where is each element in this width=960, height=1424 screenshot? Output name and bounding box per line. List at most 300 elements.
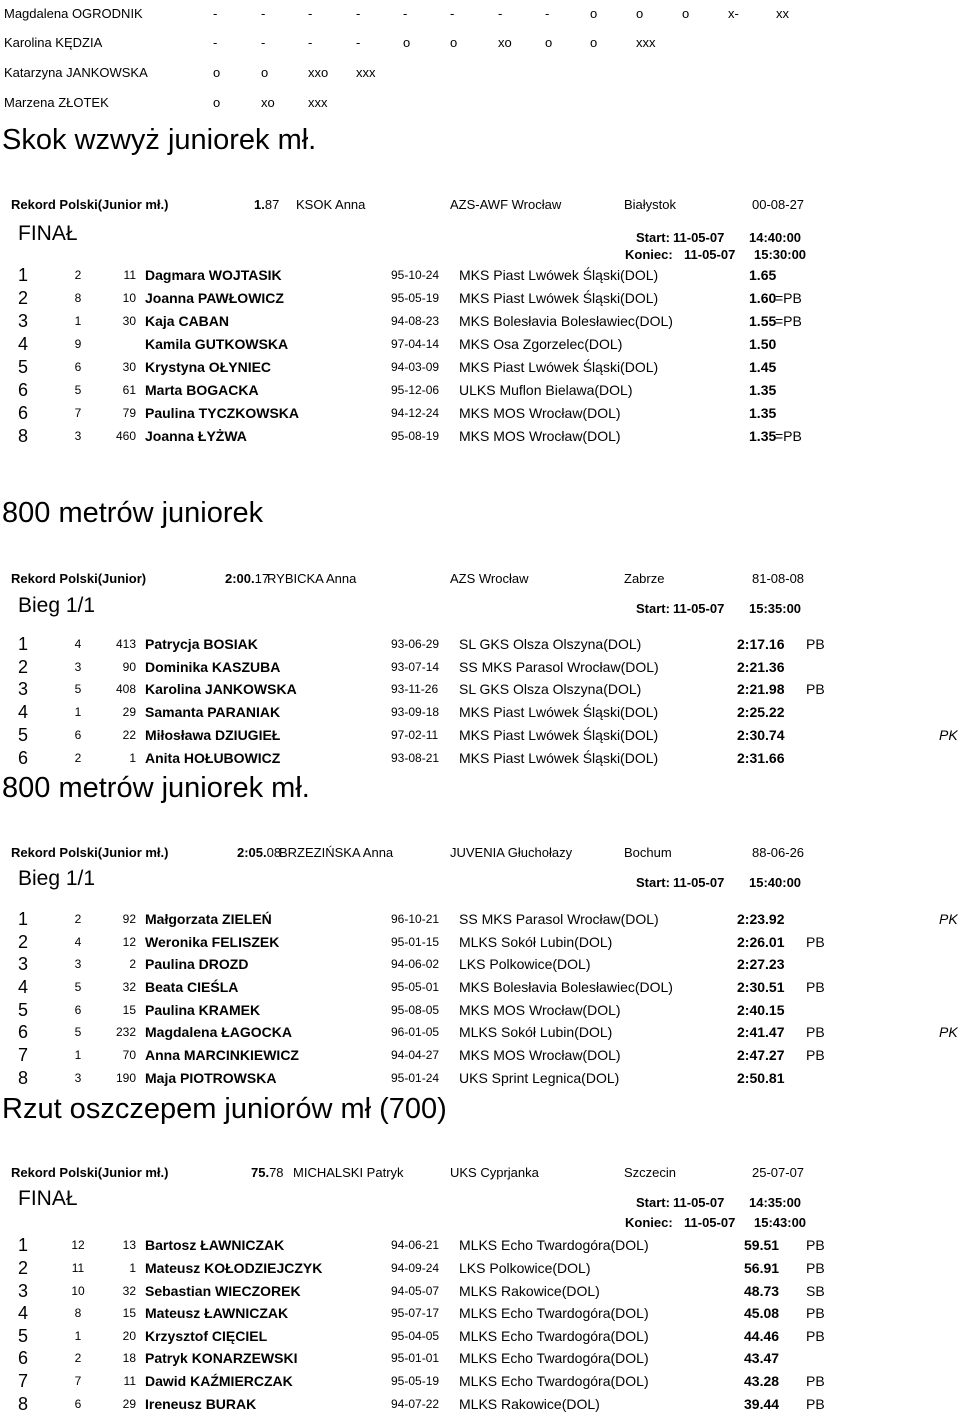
result-dec: 51 bbox=[768, 979, 785, 995]
result-note: PB bbox=[806, 1373, 825, 1389]
result-note: PB bbox=[806, 1305, 825, 1321]
record-value bbox=[251, 1165, 284, 1180]
result-value bbox=[744, 1305, 779, 1321]
result-place: 2 bbox=[18, 288, 29, 308]
record-holder: BRZEZIŃSKA Anna bbox=[279, 845, 394, 860]
result-note: PB bbox=[806, 681, 825, 697]
start-date: 11-05-07 bbox=[673, 601, 725, 616]
result-row bbox=[0, 1348, 960, 1370]
result-note: PB bbox=[806, 1047, 825, 1063]
result-value bbox=[737, 681, 785, 697]
result-lane: 6 bbox=[74, 1397, 82, 1411]
result-value bbox=[737, 1024, 785, 1040]
result-note: SB bbox=[806, 1283, 825, 1299]
record-club: JUVENIA Głuchołazy bbox=[450, 845, 573, 860]
attempt-athlete-name: Karolina KĘDZIA bbox=[4, 35, 103, 50]
result-int: 2:26. bbox=[737, 934, 769, 950]
record-date: 88-06-26 bbox=[752, 845, 805, 860]
birth-date: 94-07-22 bbox=[391, 1397, 440, 1411]
record-holder: KSOK Anna bbox=[296, 197, 366, 212]
result-bib: 22 bbox=[122, 728, 136, 742]
club-name: MLKS Echo Twardogóra(DOL) bbox=[459, 1373, 649, 1389]
result-lane: 4 bbox=[74, 935, 82, 949]
result-bib: 30 bbox=[122, 314, 136, 328]
birth-date: 93-11-26 bbox=[391, 682, 439, 696]
result-bib: 413 bbox=[115, 637, 136, 651]
result-place: 1 bbox=[18, 265, 29, 285]
athlete-name: Ireneusz BURAK bbox=[145, 1396, 257, 1412]
birth-date: 94-06-21 bbox=[391, 1238, 440, 1252]
result-value bbox=[749, 382, 776, 398]
result-int: 2:47. bbox=[737, 1047, 769, 1063]
result-bib: 232 bbox=[115, 1025, 136, 1039]
result-dec: 55 bbox=[760, 313, 777, 329]
result-bib: 15 bbox=[122, 1306, 136, 1320]
result-int: 2:25. bbox=[737, 704, 769, 720]
result-value bbox=[744, 1283, 779, 1299]
result-row bbox=[0, 1022, 960, 1044]
record-value bbox=[225, 571, 269, 586]
end-date: 11-05-07 bbox=[684, 247, 736, 262]
phase-title: Bieg 1/1 bbox=[18, 594, 96, 617]
result-place: 1 bbox=[18, 909, 29, 929]
attempt-cell: - bbox=[356, 35, 361, 50]
result-note: =PB bbox=[775, 428, 802, 444]
result-place: 5 bbox=[18, 1326, 29, 1346]
start-label: Start: bbox=[636, 1195, 670, 1210]
record-label: Rekord Polski(Junior) bbox=[11, 571, 147, 586]
result-bib: 20 bbox=[122, 1329, 136, 1343]
result-value bbox=[749, 313, 776, 329]
result-int: 1. bbox=[749, 359, 761, 375]
result-place: 8 bbox=[18, 1394, 29, 1414]
result-int: 2:50. bbox=[737, 1070, 769, 1086]
birth-date: 94-04-27 bbox=[391, 1048, 440, 1062]
athlete-name: Małgorzata ZIELEŃ bbox=[145, 911, 272, 927]
result-row bbox=[0, 426, 960, 448]
attempt-cell: - bbox=[213, 35, 218, 50]
result-int: 39. bbox=[744, 1396, 764, 1412]
result-value bbox=[737, 727, 785, 743]
pk-flag: PK bbox=[939, 727, 958, 743]
athlete-name: Dominika KASZUBA bbox=[145, 659, 281, 675]
birth-date: 96-10-21 bbox=[391, 912, 440, 926]
result-dec: 74 bbox=[768, 727, 785, 743]
birth-date: 95-05-01 bbox=[391, 980, 440, 994]
birth-date: 94-05-07 bbox=[391, 1284, 440, 1298]
end-time: 15:30:00 bbox=[754, 247, 807, 262]
result-place: 4 bbox=[18, 702, 29, 722]
result-row bbox=[0, 1000, 960, 1022]
result-lane: 8 bbox=[74, 1306, 82, 1320]
result-value bbox=[749, 359, 776, 375]
result-lane: 1 bbox=[74, 314, 82, 328]
record-holder: RYBICKA Anna bbox=[267, 571, 357, 586]
result-dec: 60 bbox=[760, 290, 777, 306]
result-dec: 01 bbox=[768, 934, 785, 950]
result-value bbox=[737, 750, 785, 766]
record-place: Bochum bbox=[624, 845, 672, 860]
pk-flag: PK bbox=[939, 1024, 958, 1040]
result-dec: 35 bbox=[760, 382, 777, 398]
result-value bbox=[749, 405, 776, 421]
attempt-cell: - bbox=[308, 35, 313, 50]
result-bib: 1 bbox=[129, 751, 136, 765]
attempt-cell: xxx bbox=[636, 35, 656, 50]
birth-date: 95-12-06 bbox=[391, 383, 440, 397]
club-name: MLKS Echo Twardogóra(DOL) bbox=[459, 1305, 649, 1321]
result-dec: 22 bbox=[768, 704, 785, 720]
result-dec: 36 bbox=[768, 659, 785, 675]
record-value-int: 75. bbox=[251, 1165, 270, 1180]
result-value bbox=[744, 1328, 779, 1344]
athlete-name: Paulina TYCZKOWSKA bbox=[145, 405, 300, 421]
result-row bbox=[0, 380, 960, 402]
result-row bbox=[0, 334, 960, 356]
record-value bbox=[237, 845, 281, 860]
record-value-dec: 08 bbox=[266, 845, 282, 860]
club-name: LKS Polkowice(DOL) bbox=[459, 1260, 591, 1276]
club-name: SS MKS Parasol Wrocław(DOL) bbox=[459, 911, 659, 927]
result-int: 2:23. bbox=[737, 911, 769, 927]
section-title: Rzut oszczepem juniorów mł (700) bbox=[2, 1093, 447, 1125]
result-bib: 2 bbox=[129, 957, 136, 971]
athlete-name: Beata CIEŚLA bbox=[145, 979, 239, 995]
birth-date: 95-07-17 bbox=[391, 1306, 440, 1320]
result-bib: 190 bbox=[115, 1071, 136, 1085]
result-value bbox=[744, 1237, 779, 1253]
result-row bbox=[0, 725, 960, 747]
athlete-name: Anita HOŁUBOWICZ bbox=[145, 750, 281, 766]
result-note: PB bbox=[806, 1237, 825, 1253]
section-title: Skok wzwyż juniorek mł. bbox=[2, 124, 317, 156]
result-note: PB bbox=[806, 1328, 825, 1344]
result-bib: 1 bbox=[129, 1261, 136, 1275]
result-dec: 44 bbox=[763, 1396, 780, 1412]
result-place: 4 bbox=[18, 334, 29, 354]
result-value bbox=[749, 267, 776, 283]
result-bib: 61 bbox=[122, 383, 136, 397]
club-name: SL GKS Olsza Olszyna(DOL) bbox=[459, 636, 642, 652]
result-bib: 32 bbox=[122, 1284, 136, 1298]
result-lane: 2 bbox=[74, 912, 82, 926]
phase-title: Bieg 1/1 bbox=[18, 867, 96, 890]
attempt-cell: xo bbox=[261, 95, 275, 110]
start-time: 14:40:00 bbox=[749, 230, 802, 245]
result-int: 2:21. bbox=[737, 659, 769, 675]
athlete-name: Weronika FELISZEK bbox=[145, 934, 280, 950]
result-value bbox=[737, 956, 785, 972]
result-int: 2:30. bbox=[737, 727, 769, 743]
result-dec: 47 bbox=[768, 1024, 785, 1040]
club-name: MLKS Echo Twardogóra(DOL) bbox=[459, 1237, 649, 1253]
result-int: 1. bbox=[749, 290, 761, 306]
result-dec: 35 bbox=[760, 405, 777, 421]
result-place: 7 bbox=[18, 1045, 29, 1065]
attempt-cell: xx bbox=[776, 6, 789, 21]
result-lane: 2 bbox=[74, 1351, 82, 1365]
athlete-name: Kaja CABAN bbox=[145, 313, 230, 329]
record-date: 81-08-08 bbox=[752, 571, 805, 586]
result-dec: 91 bbox=[763, 1260, 780, 1276]
result-row bbox=[0, 1326, 960, 1348]
result-place: 2 bbox=[18, 1258, 29, 1278]
result-int: 59. bbox=[744, 1237, 764, 1253]
result-value bbox=[737, 1002, 785, 1018]
athlete-name: Patryk KONARZEWSKI bbox=[145, 1350, 298, 1366]
record-label: Rekord Polski(Junior mł.) bbox=[11, 1165, 169, 1180]
result-place: 8 bbox=[18, 1068, 29, 1088]
attempt-athlete-name: Katarzyna JANKOWSKA bbox=[4, 65, 148, 80]
start-time: 15:35:00 bbox=[749, 601, 802, 616]
result-bib: 32 bbox=[122, 980, 136, 994]
record-value-int: 2:05. bbox=[237, 845, 267, 860]
result-row bbox=[0, 954, 960, 976]
athlete-name: Krystyna OŁYNIEC bbox=[145, 359, 272, 375]
end-date: 11-05-07 bbox=[684, 1215, 736, 1230]
result-int: 2:31. bbox=[737, 750, 769, 766]
result-row bbox=[0, 357, 960, 379]
result-place: 5 bbox=[18, 1000, 29, 1020]
result-place: 6 bbox=[18, 380, 29, 400]
result-bib: 90 bbox=[122, 660, 136, 674]
result-value bbox=[737, 911, 785, 927]
result-place: 3 bbox=[18, 679, 29, 699]
record-holder: MICHALSKI Patryk bbox=[293, 1165, 404, 1180]
athlete-name: Bartosz ŁAWNICZAK bbox=[145, 1237, 285, 1253]
record-value-int: 2:00. bbox=[225, 571, 255, 586]
club-name: MKS MOS Wrocław(DOL) bbox=[459, 1047, 621, 1063]
result-value bbox=[737, 934, 785, 950]
result-value bbox=[737, 1047, 785, 1063]
result-value bbox=[749, 428, 776, 444]
club-name: SL GKS Olsza Olszyna(DOL) bbox=[459, 681, 642, 697]
club-name: MKS Piast Lwówek Śląski(DOL) bbox=[459, 750, 659, 766]
result-lane: 5 bbox=[74, 682, 82, 696]
club-name: MLKS Sokół Lubin(DOL) bbox=[459, 1024, 613, 1040]
result-row bbox=[0, 311, 960, 333]
result-place: 4 bbox=[18, 1303, 29, 1323]
athlete-name: Samanta PARANIAK bbox=[145, 704, 281, 720]
result-row bbox=[0, 403, 960, 425]
result-lane: 3 bbox=[74, 957, 82, 971]
result-note: PB bbox=[806, 1396, 825, 1412]
result-place: 8 bbox=[18, 426, 29, 446]
result-row bbox=[0, 909, 960, 931]
attempt-cell: xo bbox=[498, 35, 512, 50]
result-bib: 79 bbox=[122, 406, 136, 420]
record-place: Zabrze bbox=[624, 571, 665, 586]
attempt-cell: - bbox=[261, 6, 266, 21]
club-name: MKS MOS Wrocław(DOL) bbox=[459, 405, 621, 421]
result-row bbox=[0, 679, 960, 701]
result-bib: 92 bbox=[122, 912, 136, 926]
result-int: 2:21. bbox=[737, 681, 769, 697]
result-lane: 11 bbox=[71, 1261, 85, 1275]
result-row bbox=[0, 977, 960, 999]
result-lane: 1 bbox=[74, 705, 82, 719]
birth-date: 93-07-14 bbox=[391, 660, 440, 674]
athlete-name: Marta BOGACKA bbox=[145, 382, 259, 398]
result-lane: 5 bbox=[74, 1025, 82, 1039]
result-dec: 23 bbox=[768, 956, 785, 972]
club-name: MKS Piast Lwówek Śląski(DOL) bbox=[459, 727, 659, 743]
result-place: 6 bbox=[18, 403, 29, 423]
result-place: 3 bbox=[18, 954, 29, 974]
attempt-cell: - bbox=[545, 6, 550, 21]
birth-date: 95-05-19 bbox=[391, 291, 440, 305]
record-value-dec: 78 bbox=[269, 1165, 284, 1180]
result-dec: 15 bbox=[768, 1002, 785, 1018]
result-row bbox=[0, 1371, 960, 1393]
result-int: 1. bbox=[749, 313, 761, 329]
birth-date: 93-09-18 bbox=[391, 705, 440, 719]
result-lane: 5 bbox=[74, 383, 82, 397]
result-row bbox=[0, 288, 960, 310]
attempt-cell: - bbox=[308, 6, 313, 21]
record-place: Białystok bbox=[624, 197, 677, 212]
club-name: LKS Polkowice(DOL) bbox=[459, 956, 591, 972]
club-name: MKS Bolesłavia Bolesławiec(DOL) bbox=[459, 979, 673, 995]
result-place: 6 bbox=[18, 1022, 29, 1042]
result-place: 6 bbox=[18, 748, 29, 768]
birth-date: 95-01-15 bbox=[391, 935, 440, 949]
result-value bbox=[737, 1070, 785, 1086]
result-row bbox=[0, 265, 960, 287]
record-value-dec: 87 bbox=[264, 197, 280, 212]
birth-date: 94-06-02 bbox=[391, 957, 440, 971]
attempt-cell: o bbox=[590, 35, 598, 50]
athlete-name: Mateusz ŁAWNICZAK bbox=[145, 1305, 289, 1321]
attempt-cell: - bbox=[213, 6, 218, 21]
result-int: 43. bbox=[744, 1350, 764, 1366]
result-int: 2:27. bbox=[737, 956, 769, 972]
club-name: MLKS Echo Twardogóra(DOL) bbox=[459, 1350, 649, 1366]
athlete-name: Dagmara WOJTASIK bbox=[145, 267, 282, 283]
result-place: 4 bbox=[18, 977, 29, 997]
club-name: MKS Piast Lwówek Śląski(DOL) bbox=[459, 359, 659, 375]
result-place: 1 bbox=[18, 1235, 29, 1255]
section-title: 800 metrów juniorek mł. bbox=[2, 772, 310, 804]
result-bib: 29 bbox=[122, 705, 136, 719]
result-dec: 46 bbox=[763, 1328, 780, 1344]
result-lane: 12 bbox=[71, 1238, 85, 1252]
result-bib: 10 bbox=[122, 291, 136, 305]
result-note: PB bbox=[806, 1024, 825, 1040]
result-note: =PB bbox=[775, 290, 802, 306]
result-row bbox=[0, 748, 960, 770]
start-time: 15:40:00 bbox=[749, 875, 802, 890]
birth-date: 94-08-23 bbox=[391, 314, 440, 328]
birth-date: 95-10-24 bbox=[391, 268, 440, 282]
result-value bbox=[737, 979, 785, 995]
birth-date: 93-08-21 bbox=[391, 751, 440, 765]
result-place: 2 bbox=[18, 932, 29, 952]
result-place: 1 bbox=[18, 634, 29, 654]
attempt-cell: o bbox=[636, 6, 644, 21]
result-row bbox=[0, 634, 960, 656]
result-lane: 2 bbox=[74, 268, 82, 282]
end-label: Koniec: bbox=[625, 1215, 673, 1230]
result-place: 6 bbox=[18, 1348, 29, 1368]
result-bib: 11 bbox=[123, 1374, 136, 1388]
birth-date: 94-12-24 bbox=[391, 406, 440, 420]
athlete-name: Joanna PAWŁOWICZ bbox=[145, 290, 284, 306]
result-dec: 45 bbox=[760, 359, 777, 375]
attempt-cell: o bbox=[450, 35, 458, 50]
result-row bbox=[0, 1258, 960, 1280]
result-bib: 408 bbox=[115, 682, 136, 696]
athlete-name: Miłosława DZIUGIEŁ bbox=[145, 727, 281, 743]
record-value-int: 1. bbox=[254, 197, 265, 212]
result-note: PB bbox=[806, 1260, 825, 1276]
result-note: PB bbox=[806, 979, 825, 995]
attempt-cell: o bbox=[213, 65, 221, 80]
athlete-name: Kamila GUTKOWSKA bbox=[145, 336, 289, 352]
result-bib: 12 bbox=[122, 935, 136, 949]
start-date: 11-05-07 bbox=[673, 1195, 725, 1210]
result-row bbox=[0, 657, 960, 679]
result-lane: 8 bbox=[74, 291, 82, 305]
phase-title: FINAŁ bbox=[18, 1187, 78, 1210]
birth-date: 95-08-05 bbox=[391, 1003, 440, 1017]
result-dec: 50 bbox=[760, 336, 777, 352]
result-dec: 27 bbox=[768, 1047, 785, 1063]
club-name: MKS Piast Lwówek Śląski(DOL) bbox=[459, 267, 659, 283]
attempt-cell: o bbox=[545, 35, 553, 50]
attempt-cell: x- bbox=[728, 6, 739, 21]
result-bib: 18 bbox=[122, 1351, 136, 1365]
result-note: =PB bbox=[775, 313, 802, 329]
birth-date: 95-08-19 bbox=[391, 429, 440, 443]
result-place: 3 bbox=[18, 1281, 29, 1301]
athlete-name: Patrycja BOSIAK bbox=[145, 636, 258, 652]
club-name: MKS MOS Wrocław(DOL) bbox=[459, 428, 621, 444]
attempt-cell: xxx bbox=[356, 65, 376, 80]
result-value bbox=[744, 1396, 779, 1412]
result-lane: 6 bbox=[74, 1003, 82, 1017]
result-dec: 81 bbox=[768, 1070, 785, 1086]
club-name: MLKS Rakowice(DOL) bbox=[459, 1283, 600, 1299]
result-place: 5 bbox=[18, 357, 29, 377]
club-name: MKS Piast Lwówek Śląski(DOL) bbox=[459, 704, 659, 720]
result-lane: 10 bbox=[71, 1284, 85, 1298]
birth-date: 95-01-01 bbox=[391, 1351, 440, 1365]
result-dec: 98 bbox=[768, 681, 785, 697]
result-bib: 11 bbox=[123, 268, 136, 282]
result-lane: 5 bbox=[74, 980, 82, 994]
birth-date: 97-02-11 bbox=[391, 728, 439, 742]
result-note: PB bbox=[806, 934, 825, 950]
end-label: Koniec: bbox=[625, 247, 673, 262]
result-bib: 15 bbox=[122, 1003, 136, 1017]
result-row bbox=[0, 932, 960, 954]
club-name: SS MKS Parasol Wrocław(DOL) bbox=[459, 659, 659, 675]
athlete-name: Paulina DROZD bbox=[145, 956, 249, 972]
result-lane: 6 bbox=[74, 728, 82, 742]
result-place: 5 bbox=[18, 725, 29, 745]
result-lane: 1 bbox=[74, 1329, 82, 1343]
club-name: MKS Bolesłavia Bolesławiec(DOL) bbox=[459, 313, 673, 329]
result-dec: 28 bbox=[763, 1373, 780, 1389]
result-lane: 1 bbox=[74, 1048, 82, 1062]
birth-date: 95-05-19 bbox=[391, 1374, 440, 1388]
result-bib: 70 bbox=[122, 1048, 136, 1062]
record-label: Rekord Polski(Junior mł.) bbox=[11, 197, 169, 212]
result-bib: 29 bbox=[122, 1397, 136, 1411]
attempt-cell: o bbox=[682, 6, 690, 21]
attempt-cell: xxo bbox=[308, 65, 329, 80]
